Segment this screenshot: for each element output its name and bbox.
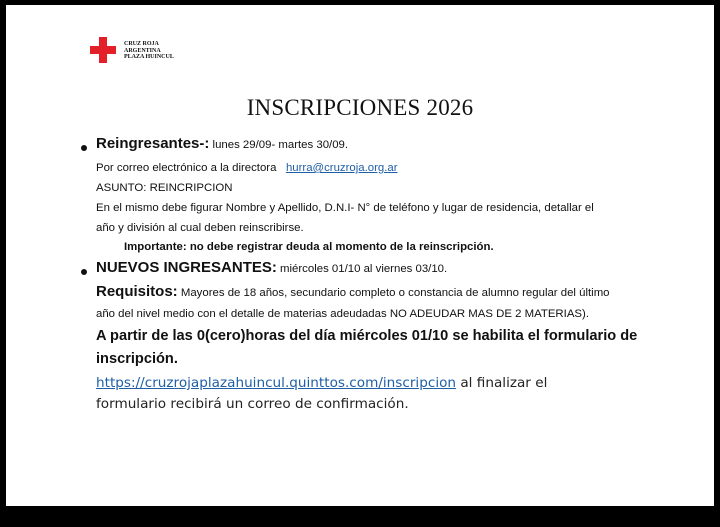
- bullet-icon: [81, 269, 87, 275]
- document-page: [6, 5, 714, 506]
- important-note: Importante: no debe registrar deuda al momento de la reinscripción.: [124, 241, 494, 253]
- requisitos-line-1: [96, 283, 610, 300]
- notice-line-1: A partir de las 0(cero)horas del día miércoles 01/10 se habilita el formulario de: [96, 328, 638, 344]
- requisitos-text: Mayores de 18 años, secundario completo o constancia de alumno regular del último: [177, 287, 610, 299]
- nuevos-dates: miércoles 01/10 al viernes 03/10.: [276, 263, 448, 275]
- detail-line-2: año y división al cual deben reinscribirse.: [96, 222, 304, 234]
- reingresantes-label: Reingresantes-:: [96, 135, 210, 152]
- red-cross-icon: [90, 37, 116, 63]
- reingresantes-heading: [96, 135, 348, 152]
- email-link[interactable]: hurra@cruzroja.org.ar: [285, 162, 398, 174]
- form-link-line: [96, 375, 547, 391]
- logo-line-2: ARGENTINA: [124, 47, 161, 54]
- form-link-after: al finalizar el: [456, 375, 548, 391]
- form-link[interactable]: https://cruzrojaplazahuincul.quinttos.com/inscripcion: [96, 375, 457, 391]
- requisitos-line-2: año del nivel medio con el detalle de materias adeudadas NO ADEUDAR MAS DE 2 MATERIAS).: [96, 308, 589, 320]
- logo-line-1: CRUZ ROJA: [124, 41, 159, 47]
- logo-text: [124, 41, 174, 61]
- nuevos-label: NUEVOS INGRESANTES:: [96, 259, 277, 276]
- notice-line-2: inscripción.: [96, 351, 178, 367]
- form-line-2: formulario recibirá un correo de confirmación.: [96, 396, 409, 412]
- bullet-icon: [81, 145, 87, 151]
- logo-line-3: PLAZA HUINCUL: [124, 54, 174, 60]
- requisitos-label: Requisitos:: [96, 283, 178, 300]
- reingresantes-dates: lunes 29/09- martes 30/09.: [209, 139, 349, 151]
- nuevos-heading: [96, 259, 447, 276]
- bottom-black-bar: [0, 506, 720, 527]
- email-line: [96, 162, 398, 174]
- subject-line: ASUNTO: REINCRIPCION: [96, 182, 233, 194]
- page-title: INSCRIPCIONES 2026: [246, 95, 474, 120]
- red-cross-logo: [90, 37, 174, 63]
- detail-line-1: En el mismo debe figurar Nombre y Apellido, D.N.I- N° de teléfono y lugar de residencia, detallar el: [96, 202, 594, 214]
- email-line-text: Por correo electrónico a la directora: [96, 162, 277, 174]
